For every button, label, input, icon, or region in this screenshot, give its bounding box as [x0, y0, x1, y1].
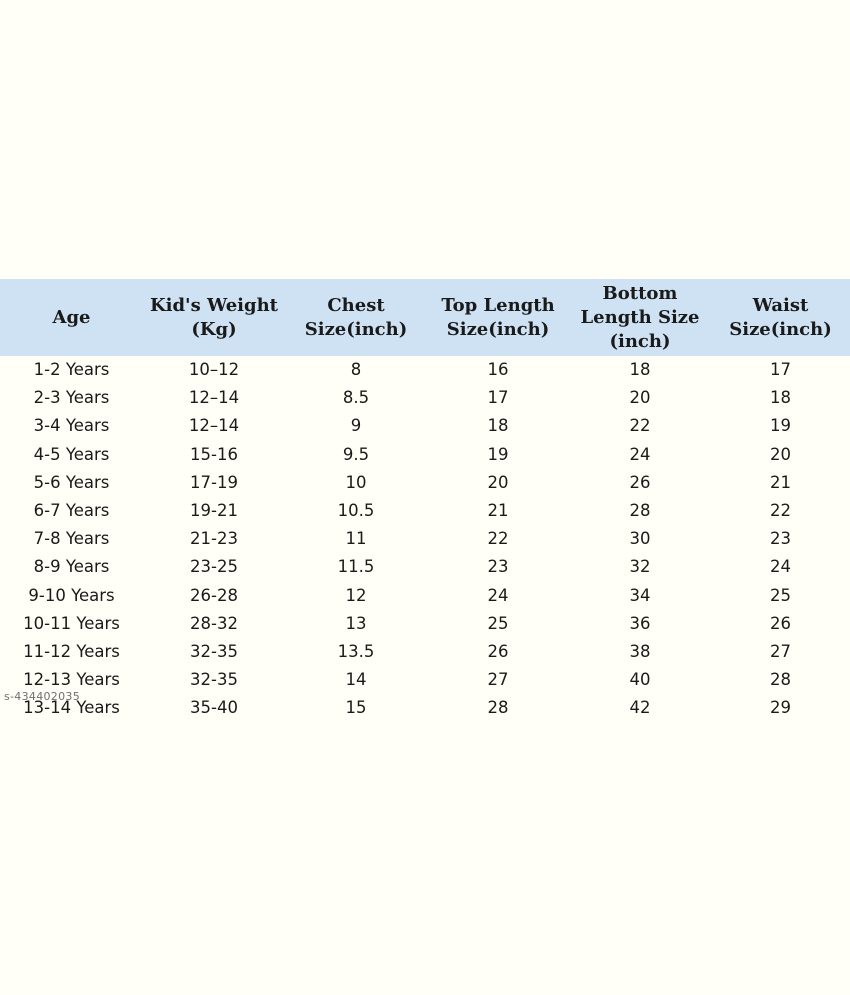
cell-age: 13-14 Years: [23, 698, 120, 718]
table-row: [0, 582, 850, 610]
table-row: [0, 497, 850, 525]
header-line: Size(inch): [446, 318, 550, 340]
table-row: [0, 666, 850, 694]
cell-age: 9-10 Years: [28, 585, 115, 605]
table-row: [0, 469, 850, 497]
cell-bottom-length: 22: [629, 416, 651, 436]
cell-waist: 18: [770, 388, 791, 408]
header-chest: [285, 279, 427, 356]
cell-waist: 22: [770, 501, 791, 521]
header-line: Kid's Weight: [149, 294, 278, 316]
cell-age: 1-2 Years: [33, 360, 110, 380]
cell-waist: 20: [770, 444, 791, 464]
cell-top-length: 26: [487, 641, 509, 661]
cell-waist: 26: [770, 613, 791, 633]
cell-bottom-length: 36: [629, 613, 651, 633]
header-line: Bottom: [602, 282, 678, 304]
cell-top-length: 24: [487, 585, 509, 605]
cell-waist: 23: [770, 529, 791, 549]
cell-weight: 32-35: [190, 670, 238, 690]
cell-bottom-length: 24: [629, 444, 651, 464]
cell-chest: 11: [345, 529, 367, 549]
cell-chest: 12: [345, 585, 367, 605]
cell-chest: 10: [345, 472, 367, 492]
cell-waist: 25: [770, 585, 791, 605]
cell-bottom-length: 30: [629, 529, 651, 549]
cell-age: 4-5 Years: [33, 444, 110, 464]
cell-weight: 35-40: [190, 698, 238, 718]
table-row: [0, 356, 850, 384]
cell-age: 2-3 Years: [33, 388, 110, 408]
table-row: [0, 384, 850, 412]
cell-age: 11-12 Years: [23, 641, 120, 661]
cell-bottom-length: 34: [629, 585, 651, 605]
cell-bottom-length: 40: [629, 670, 651, 690]
cell-age: 10-11 Years: [23, 613, 120, 633]
table-row: [0, 694, 850, 722]
header-line: Chest: [327, 294, 385, 316]
cell-top-length: 18: [487, 416, 509, 436]
cell-top-length: 28: [487, 698, 509, 718]
size-chart: [0, 279, 850, 719]
header-waist: [711, 279, 850, 356]
cell-bottom-length: 32: [629, 557, 651, 577]
cell-chest: 9.5: [342, 444, 370, 464]
table-row: [0, 441, 850, 469]
cell-chest: 11.5: [337, 557, 375, 577]
table-row: [0, 525, 850, 553]
cell-top-length: 17: [487, 388, 509, 408]
cell-top-length: 16: [487, 360, 509, 380]
table-row: [0, 412, 850, 440]
header-line: Length Size: [580, 306, 700, 328]
header-line: (inch): [609, 330, 671, 352]
cell-weight: 32-35: [190, 641, 238, 661]
cell-bottom-length: 38: [629, 641, 651, 661]
cell-top-length: 21: [487, 501, 509, 521]
cell-top-length: 22: [487, 529, 509, 549]
cell-waist: 27: [770, 641, 791, 661]
cell-waist: 17: [770, 360, 791, 380]
header-line: Age: [52, 306, 91, 328]
cell-bottom-length: 28: [629, 501, 651, 521]
cell-waist: 24: [770, 557, 791, 577]
cell-waist: 19: [770, 416, 791, 436]
cell-waist: 21: [770, 472, 791, 492]
cell-weight: 21-23: [190, 529, 238, 549]
cell-chest: 9: [350, 416, 362, 436]
header-line: Size(inch): [304, 318, 408, 340]
cell-weight: 23-25: [190, 557, 238, 577]
header-line: Size(inch): [729, 318, 832, 340]
cell-chest: 8: [350, 360, 362, 380]
cell-waist: 28: [770, 670, 791, 690]
table-row: [0, 638, 850, 666]
cell-top-length: 25: [487, 613, 509, 633]
header-line: (Kg): [191, 318, 237, 340]
cell-weight: 12–14: [188, 388, 240, 408]
cell-top-length: 19: [487, 444, 509, 464]
cell-age: 7-8 Years: [33, 529, 110, 549]
cell-weight: 26-28: [190, 585, 238, 605]
cell-bottom-length: 20: [629, 388, 651, 408]
cell-weight: 19-21: [190, 501, 238, 521]
cell-weight: 15-16: [190, 444, 238, 464]
cell-bottom-length: 26: [629, 472, 651, 492]
header-row: [0, 279, 850, 356]
header-bottom-length: [569, 279, 711, 356]
cell-chest: 8.5: [342, 388, 370, 408]
cell-weight: 28-32: [190, 613, 238, 633]
cell-age: 8-9 Years: [33, 557, 110, 577]
header-weight: [143, 279, 285, 356]
cell-age: 6-7 Years: [33, 501, 110, 521]
cell-age: 5-6 Years: [33, 472, 110, 492]
cell-top-length: 20: [487, 472, 509, 492]
watermark-code: s-434402035: [4, 690, 80, 703]
cell-chest: 13.5: [337, 641, 375, 661]
header-age: [0, 279, 143, 356]
cell-waist: 29: [770, 698, 791, 718]
size-table: [0, 279, 850, 722]
table-body: [0, 356, 850, 722]
cell-age: 3-4 Years: [33, 416, 110, 436]
cell-chest: 15: [345, 698, 367, 718]
table-row: [0, 610, 850, 638]
cell-chest: 10.5: [337, 501, 375, 521]
cell-weight: 17-19: [190, 472, 238, 492]
cell-weight: 12–14: [188, 416, 240, 436]
cell-top-length: 27: [487, 670, 509, 690]
cell-bottom-length: 42: [629, 698, 651, 718]
cell-bottom-length: 18: [629, 360, 651, 380]
cell-age: 12-13 Years: [23, 670, 120, 690]
cell-chest: 14: [345, 670, 367, 690]
cell-top-length: 23: [487, 557, 509, 577]
cell-weight: 10–12: [188, 360, 240, 380]
table-header: [0, 279, 850, 356]
header-line: Top Length: [441, 294, 555, 316]
header-line: Waist: [752, 294, 809, 316]
cell-chest: 13: [345, 613, 367, 633]
header-top-length: [427, 279, 569, 356]
table-row: [0, 553, 850, 581]
